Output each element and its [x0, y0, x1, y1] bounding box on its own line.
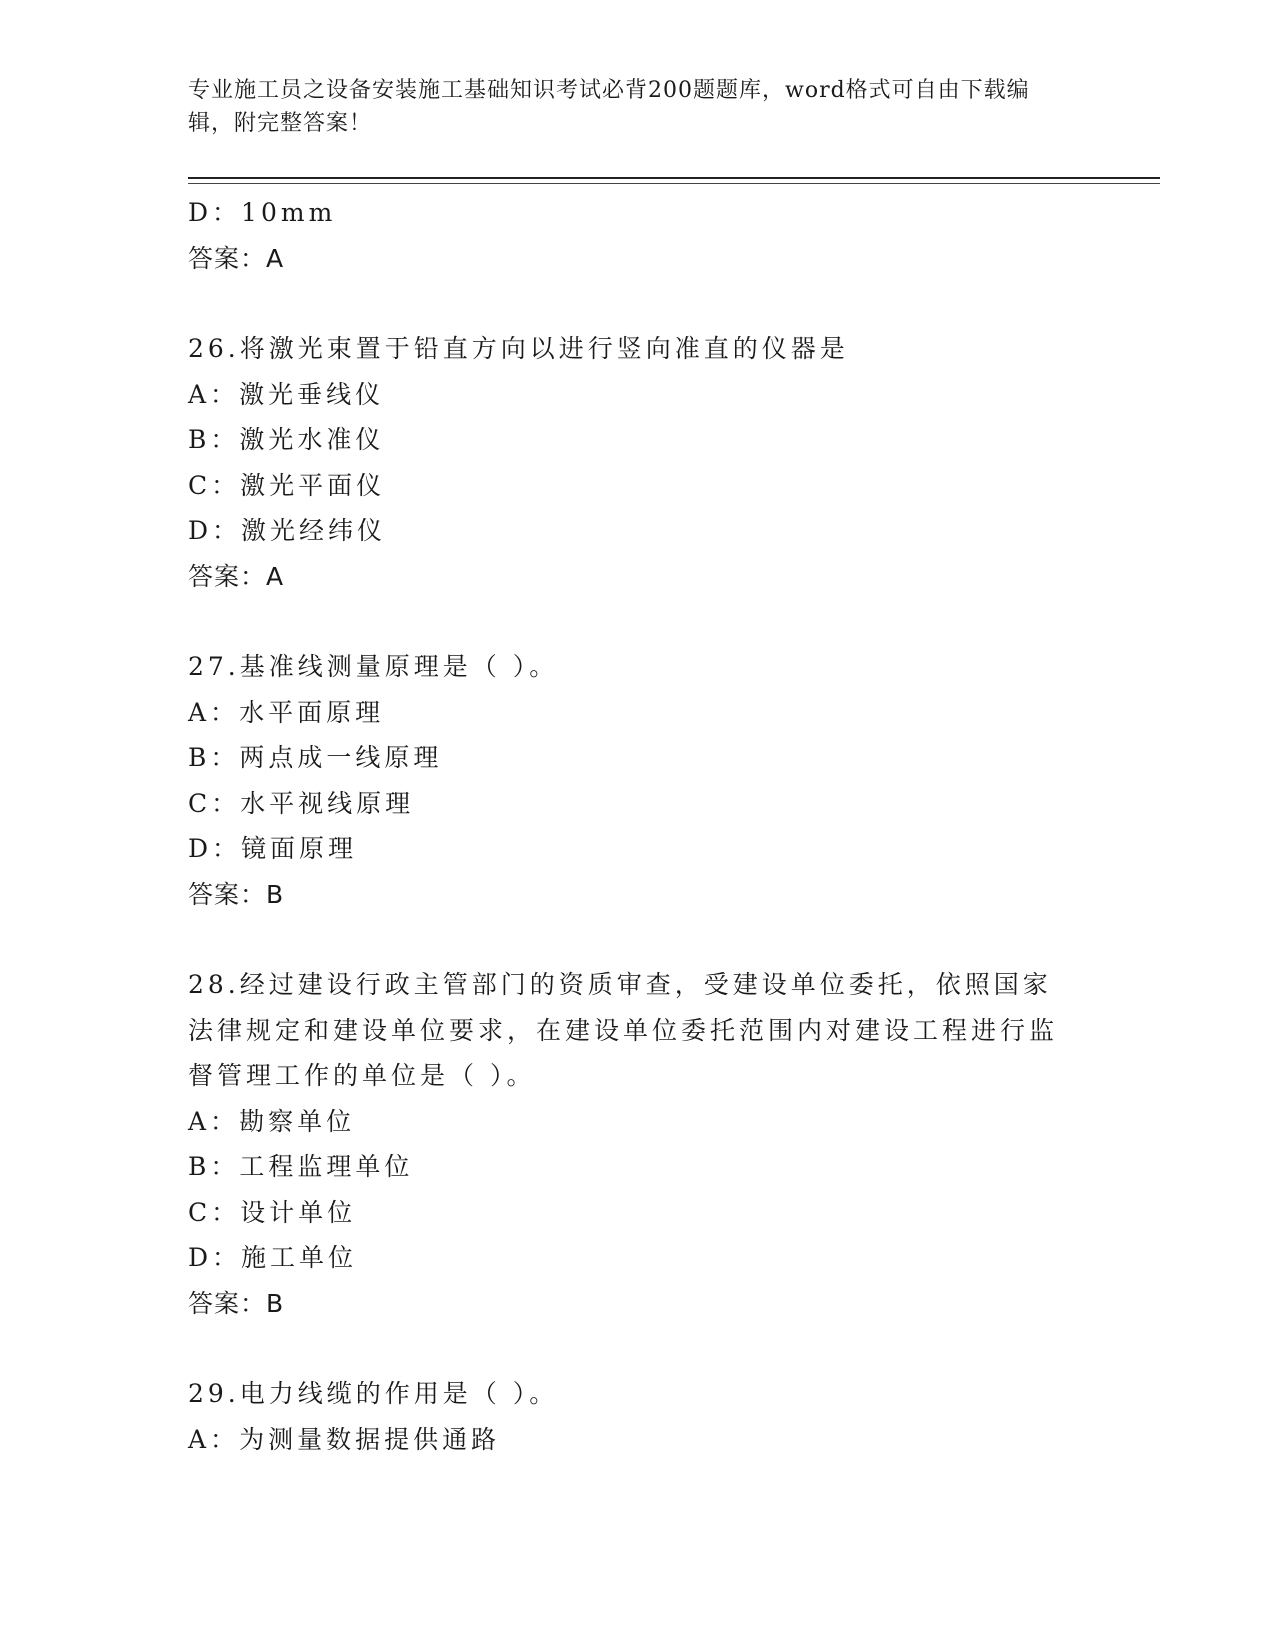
question-stem: 26.将激光束置于铅直方向以进行竖向准直的仪器是: [188, 334, 849, 363]
option-line: [188, 1190, 1088, 1236]
question-stem: 28.经过建设行政主管部门的资质审查，受建设单位委托，依照国家法律规定和建设单位要求，在建设单位委托范围内对建设工程进行监督管理工作的单位是（ ）。: [188, 970, 1059, 1090]
option-text: 设计单位: [240, 1197, 357, 1227]
option-text: 施工单位: [241, 1243, 358, 1272]
option-line: [188, 463, 1088, 509]
option-text: 10mm: [241, 198, 337, 227]
option-line: [188, 781, 1088, 827]
answer-line: 答案：B: [188, 879, 285, 909]
option-text: 勘察单位: [239, 1106, 356, 1136]
option-label: C：: [188, 788, 241, 818]
header-text: 专业施工员之设备安装施工基础知识考试必背200题题库，word格式可自由下载编辑，附完整答案！: [188, 78, 1030, 136]
question-block-28: [188, 962, 1088, 1326]
option-label: D：: [188, 1243, 242, 1272]
option-text: 工程监理单位: [239, 1152, 414, 1181]
option-text: 镜面原理: [241, 834, 358, 863]
question-stem: 27.基准线测量原理是（ ）。: [188, 652, 559, 681]
option-label: D：: [188, 516, 242, 545]
option-text: 激光水准仪: [239, 425, 385, 454]
option-line: [188, 190, 1088, 236]
option-label: C：: [188, 1197, 241, 1227]
option-text: 水平面原理: [239, 697, 385, 727]
question-block-29: [188, 1371, 1088, 1462]
option-label: A：: [188, 697, 240, 727]
question-list: [188, 190, 1088, 1462]
option-line: [188, 690, 1088, 736]
question-stem: 29.电力线缆的作用是（ ）。: [188, 1379, 559, 1408]
answer-line: 答案：A: [188, 561, 285, 591]
option-line: [188, 735, 1088, 781]
option-label: B：: [188, 743, 240, 772]
spacer: [188, 281, 1088, 326]
option-label: A：: [188, 1424, 240, 1454]
spacer: [188, 599, 1088, 644]
option-line: [188, 508, 1088, 554]
option-line: [188, 1144, 1088, 1190]
option-text: 激光经纬仪: [241, 516, 387, 545]
header-divider-thick: [188, 177, 1160, 179]
question-block-27: [188, 644, 1088, 917]
option-label: A：: [188, 1106, 240, 1136]
spacer: [188, 1326, 1088, 1371]
page-header: [188, 74, 1068, 140]
option-text: 水平视线原理: [240, 788, 415, 818]
option-line: [188, 1417, 1088, 1463]
option-line: [188, 826, 1088, 872]
option-label: C：: [188, 470, 241, 500]
option-label: B：: [188, 1152, 240, 1181]
answer-line: 答案：A: [188, 243, 285, 273]
option-label: B：: [188, 425, 240, 454]
option-line: [188, 1099, 1088, 1145]
question-block-25: [188, 190, 1088, 281]
option-text: 激光垂线仪: [239, 379, 385, 409]
header-divider-thin: [188, 183, 1160, 184]
answer-line: 答案：B: [188, 1288, 285, 1318]
question-block-26: [188, 326, 1088, 599]
option-text: 激光平面仪: [240, 470, 386, 500]
option-line: [188, 372, 1088, 418]
option-line: [188, 1235, 1088, 1281]
option-label: A：: [188, 379, 240, 409]
option-label: D：: [188, 198, 242, 227]
spacer: [188, 917, 1088, 962]
option-line: [188, 417, 1088, 463]
option-text: 为测量数据提供通路: [239, 1424, 501, 1454]
option-label: D：: [188, 834, 242, 863]
option-text: 两点成一线原理: [239, 743, 443, 772]
